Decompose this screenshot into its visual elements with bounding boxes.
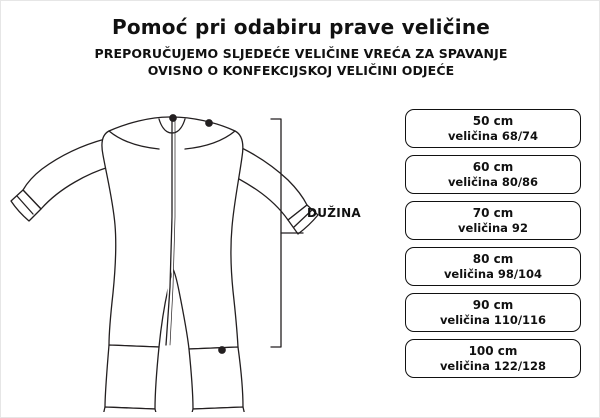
size-card[interactable] [405, 109, 581, 148]
left-leg-shape [105, 345, 159, 409]
sleeping-bag-illustration [9, 97, 389, 412]
size-length-value: 70 cm [472, 205, 514, 220]
size-confection-value: veličina 80/86 [447, 174, 539, 189]
left-sleeve-shape [23, 139, 109, 209]
page-title: Pomoć pri odabiru prave veličine [111, 15, 491, 39]
size-card[interactable] [405, 339, 581, 378]
size-length-value: 100 cm [468, 343, 518, 358]
size-card[interactable] [405, 155, 581, 194]
sleeping-bag-drawing [9, 97, 389, 412]
right-leg-shape [189, 347, 243, 409]
size-confection-value: veličina 110/116 [439, 312, 547, 327]
size-length-value: 80 cm [472, 251, 514, 266]
length-bottom-dot [219, 347, 225, 353]
size-confection-value: veličina 122/128 [439, 358, 547, 373]
size-confection-value: veličina 68/74 [447, 128, 539, 143]
size-length-value: 90 cm [472, 297, 514, 312]
page-header [1, 15, 600, 79]
size-card[interactable] [405, 247, 581, 286]
length-bracket [271, 119, 281, 347]
size-confection-value: veličina 98/104 [443, 266, 543, 281]
size-confection-value: veličina 92 [458, 220, 528, 235]
size-card[interactable] [405, 293, 581, 332]
page-subtitle [1, 45, 600, 79]
length-annotation-label: DUŽINA [307, 206, 362, 220]
page-subtitle-line-2: OVISNO O KONFEKCIJSKOJ VELIČINI ODJEĆE [147, 63, 455, 78]
size-length-value: 50 cm [472, 113, 514, 128]
size-length-value: 60 cm [472, 159, 514, 174]
page-subtitle-line-1: PREPORUČUJEMO SLJEDEĆE VELIČINE VREĆA ZA SPAVANJE [94, 46, 508, 61]
size-list [405, 109, 581, 378]
zipper-pull-dot [170, 115, 176, 121]
size-card[interactable] [405, 201, 581, 240]
length-top-dot [206, 120, 212, 126]
